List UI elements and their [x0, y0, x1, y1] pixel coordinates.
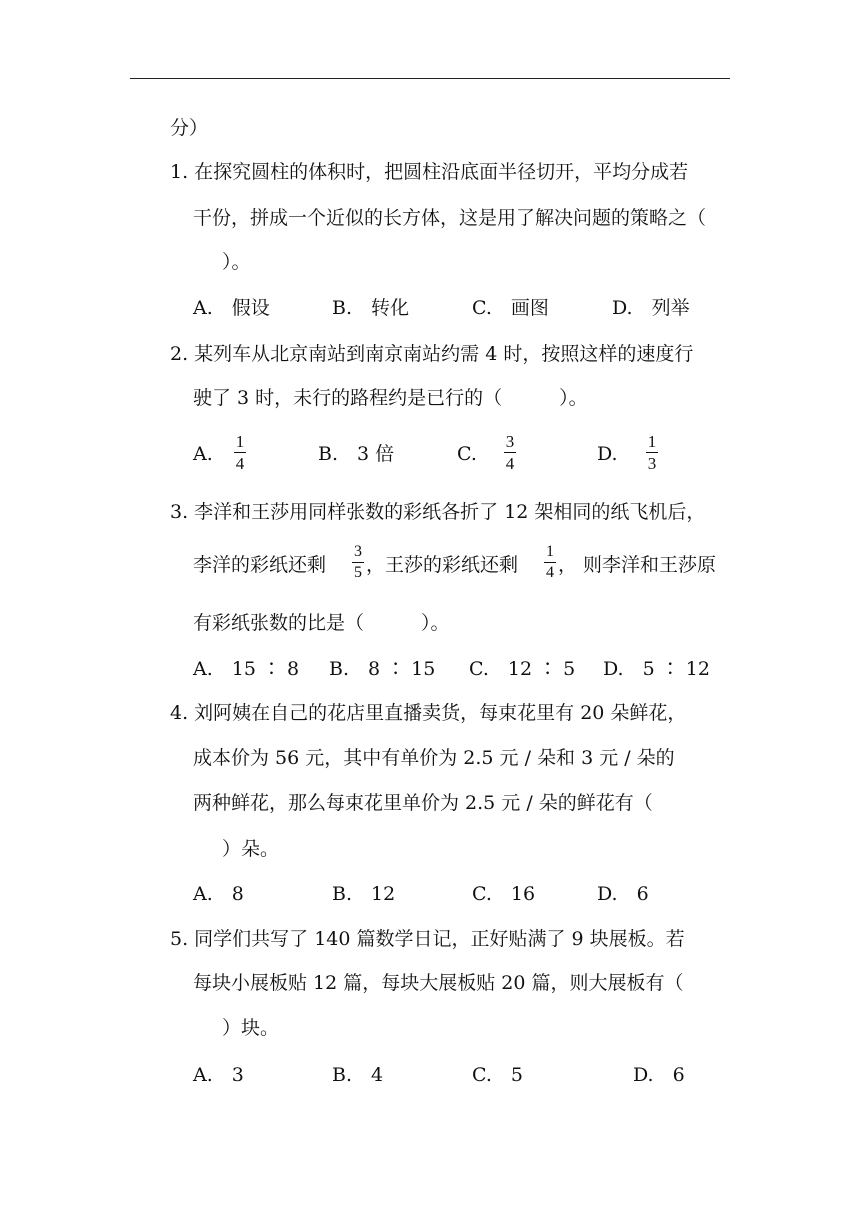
- fraction-numerator: 3: [354, 543, 362, 560]
- q4-line2: 成本价为 56 元，其中有单价为 2.5 元 / 朵和 3 元 / 朵的: [193, 747, 675, 769]
- q1-line2: 干份，拼成一个近似的长方体，这是用了解决问题的策略之（: [193, 207, 707, 229]
- q3-line2-part2: ，王莎的彩纸还剩: [366, 554, 519, 576]
- continuation-text: 分）: [170, 117, 209, 139]
- q3-option-b[interactable]: B. 8 ∶ 15: [329, 658, 436, 680]
- fraction-numerator: 1: [647, 432, 657, 451]
- fraction-denominator: 3: [647, 454, 657, 473]
- header-rule: [130, 78, 730, 79]
- q4-line4: ）朵。: [222, 838, 280, 860]
- fraction-denominator: 4: [235, 454, 245, 473]
- q4-option-c[interactable]: C. 16: [472, 883, 536, 905]
- q3-fraction-wang: [544, 543, 556, 582]
- q2-option-d-fraction: [646, 432, 658, 473]
- q5-line2: 每块小展板贴 12 篇，每块大展板贴 20 篇，则大展板有（: [193, 972, 684, 994]
- fraction-bar: [646, 452, 658, 453]
- q3-line2-part1: 李洋的彩纸还剩: [193, 554, 327, 576]
- q1-option-d[interactable]: D. 列举: [612, 297, 690, 319]
- q1-line3: ）。: [222, 251, 251, 273]
- q1-option-a[interactable]: A. 假设: [193, 297, 270, 319]
- q4-line1: 4. 刘阿姨在自己的花店里直播卖货，每束花里有 20 朵鲜花，: [170, 702, 687, 724]
- fraction-numerator: 3: [505, 432, 515, 451]
- q3-option-d[interactable]: D. 5 ∶ 12: [603, 658, 710, 680]
- fraction-numerator: 1: [546, 543, 554, 560]
- q1-option-c[interactable]: C. 画图: [472, 297, 549, 319]
- q2-line1: 2. 某列车从北京南站到南京南站约需 4 时，按照这样的速度行: [170, 343, 694, 365]
- q3-line2-part3: ， 则李洋和王莎原: [558, 554, 717, 576]
- q5-line3: ）块。: [222, 1017, 280, 1039]
- fraction-numerator: 1: [235, 432, 245, 451]
- q5-option-b[interactable]: B. 4: [332, 1064, 384, 1086]
- q5-line1: 5. 同学们共写了 140 篇数学日记，正好贴满了 9 块展板。若: [170, 928, 685, 950]
- q2-option-d-label[interactable]: D.: [597, 443, 618, 465]
- q2-option-a-label[interactable]: A.: [193, 443, 213, 465]
- q2-option-b[interactable]: B. 3 倍: [318, 443, 395, 465]
- q3-fraction-li: [352, 543, 364, 582]
- q2-line2: 驶了 3 时，未行的路程约是已行的（ ）。: [193, 387, 588, 409]
- q4-option-a[interactable]: A. 8: [193, 883, 244, 905]
- q5-option-a[interactable]: A. 3: [193, 1064, 244, 1086]
- fraction-bar: [544, 562, 556, 563]
- fraction-denominator: 4: [505, 454, 515, 473]
- fraction-bar: [234, 452, 246, 453]
- q2-option-c-fraction: [504, 432, 516, 473]
- q2-option-a-fraction: [234, 432, 246, 473]
- q2-option-c-label[interactable]: C.: [457, 443, 477, 465]
- q4-line3: 两种鲜花，那么每束花里单价为 2.5 元 / 朵的鲜花有（: [193, 792, 653, 814]
- q1-line1: 1. 在探究圆柱的体积时，把圆柱沿底面半径切开，平均分成若: [170, 161, 689, 183]
- q5-option-d[interactable]: D. 6: [633, 1064, 685, 1086]
- q1-option-b[interactable]: B. 转化: [332, 297, 410, 319]
- q3-line3: 有彩纸张数的比是（ ）。: [193, 612, 450, 634]
- fraction-bar: [504, 452, 516, 453]
- fraction-bar: [352, 562, 364, 563]
- q3-option-a[interactable]: A. 15 ∶ 8: [193, 658, 300, 680]
- q4-option-d[interactable]: D. 6: [597, 883, 649, 905]
- q4-option-b[interactable]: B. 12: [332, 883, 396, 905]
- fraction-denominator: 4: [546, 564, 554, 581]
- q5-option-c[interactable]: C. 5: [472, 1064, 523, 1086]
- fraction-denominator: 5: [354, 564, 362, 581]
- q3-option-c[interactable]: C. 12 ∶ 5: [469, 658, 576, 680]
- q3-line1: 3. 李洋和王莎用同样张数的彩纸各折了 12 架相同的纸飞机后，: [170, 501, 706, 523]
